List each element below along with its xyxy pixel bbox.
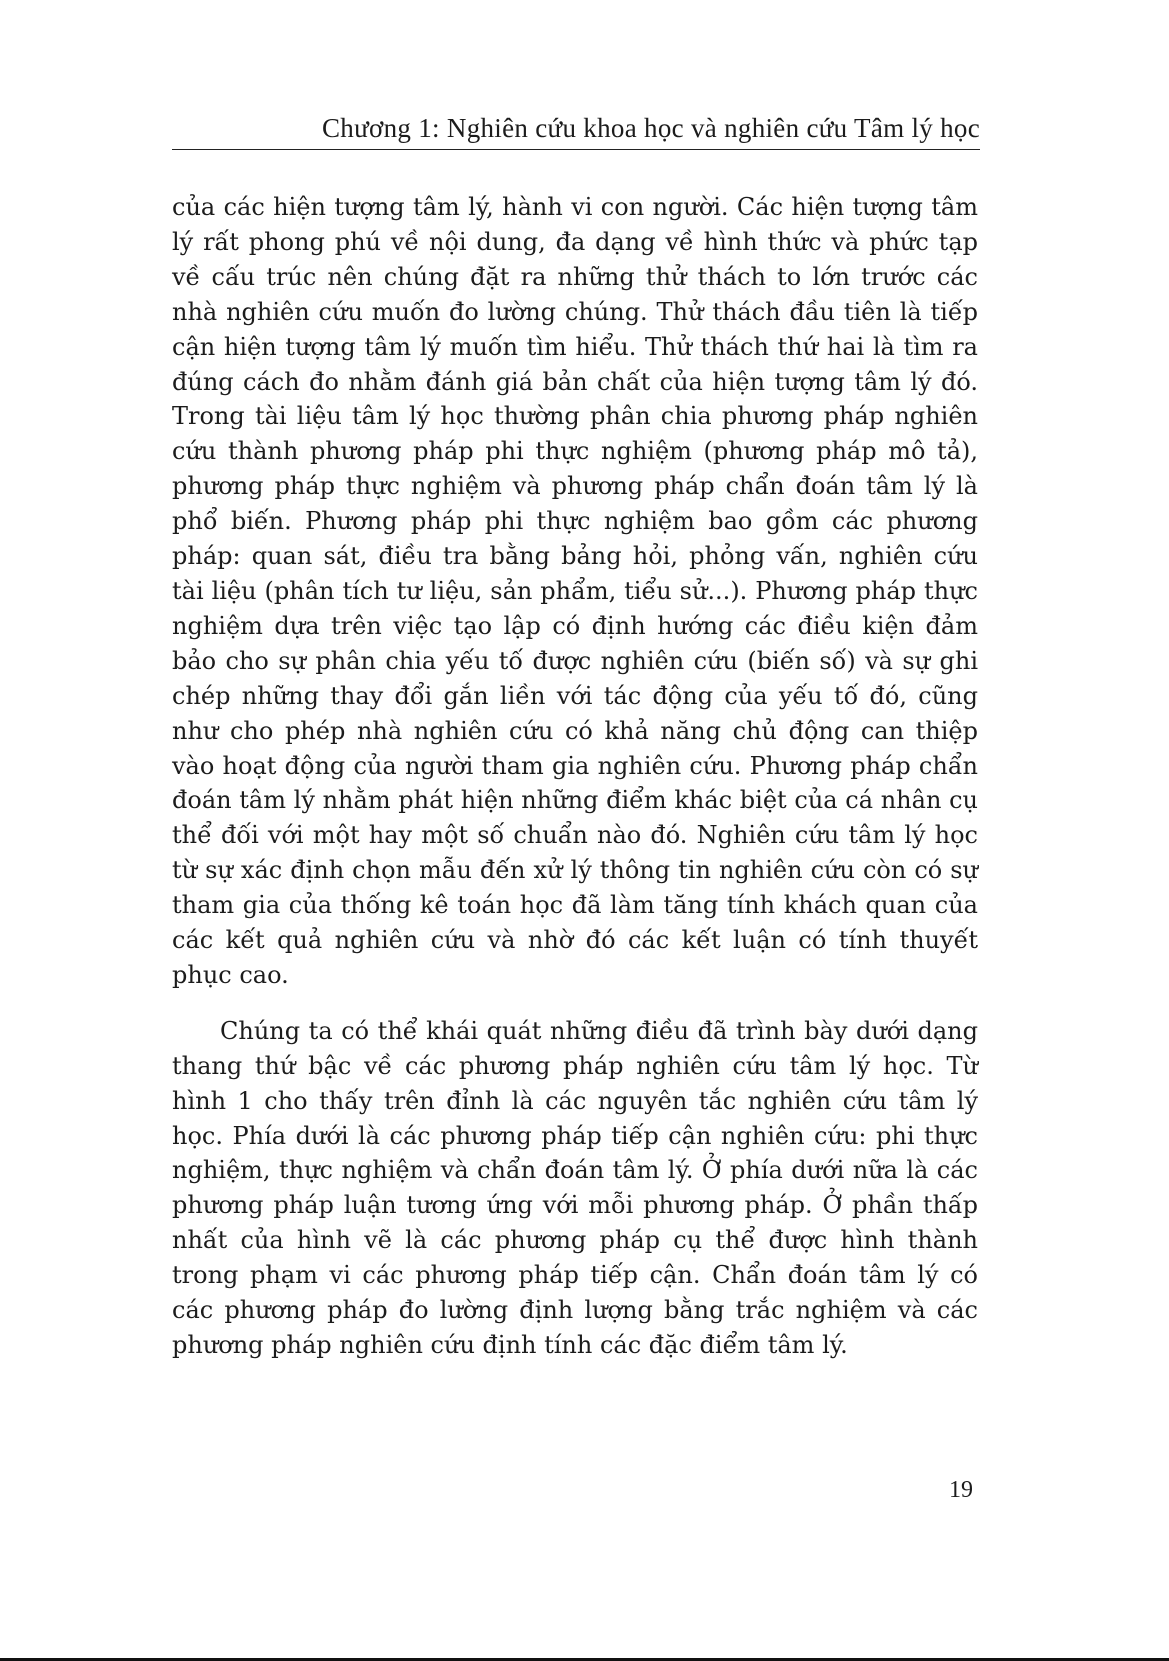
running-header bbox=[172, 100, 980, 150]
paragraph-1: của các hiện tượng tâm lý, hành vi con người. Các hiện tượng tâm lý rất phong phú về nội dung, đa dạng về hình thức và phức tạp về cấu trúc nên chúng đặt ra những thử thách to lớn trước các nhà nghiên cứu muốn đo lường chúng. Thử thách đầu tiên là tiếp cận hiện tượng tâm lý muốn tìm hiểu. Thử thách thứ hai là tìm ra đúng cách đo nhằm đánh giá bản chất của hiện tượng tâm lý đó. Trong tài liệu tâm lý học thường phân chia phương pháp nghiên cứu thành phương pháp phi thực nghiệm (phương pháp mô tả), phương pháp thực nghiệm và phương pháp chẩn đoán tâm lý là phổ biến. Phương pháp phi thực nghiệm bao gồm các phương pháp: quan sát, điều tra bằng bảng hỏi, phỏng vấn, nghiên cứu tài liệu (phân tích tư liệu, sản phẩm, tiểu sử...). Phương pháp thực nghiệm dựa trên việc tạo lập có định hướng các điều kiện đảm bảo cho sự phân chia yếu tố được nghiên cứu (biến số) và sự ghi chép những thay đổi gắn liền với tác động của yếu tố đó, cũng như cho phép nhà nghiên cứu có khả năng chủ động can thiệp vào hoạt động của người tham gia nghiên cứu. Phương pháp chẩn đoán tâm lý nhằm phát hiện những điểm khác biệt của cá nhân cụ thể đối với một hay một số chuẩn nào đó. Nghiên cứu tâm lý học từ sự xác định chọn mẫu đến xử lý thông tin nghiên cứu còn có sự tham gia của thống kê toán học đã làm tăng tính khách quan của các kết quả nghiên cứu và nhờ đó các kết luận có tính thuyết phục cao. bbox=[172, 193, 978, 989]
header-rule bbox=[172, 149, 980, 150]
page-number: 19 bbox=[949, 1477, 973, 1503]
page-body bbox=[172, 190, 978, 1363]
running-header-title: Chương 1: Nghiên cứu khoa học và nghiên cứu Tâm lý học bbox=[321, 113, 980, 143]
paragraph-2: Chúng ta có thể khái quát những điều đã trình bày dưới dạng thang thứ bậc về các phương pháp nghiên cứu tâm lý học. Từ hình 1 cho thấy trên đỉnh là các nguyên tắc nghiên cứu tâm lý học. Phía dưới là các phương pháp tiếp cận nghiên cứu: phi thực nghiệm, thực nghiệm và chẩn đoán tâm lý. Ở phía dưới nữa là các phương pháp luận tương ứng với mỗi phương pháp. Ở phần thấp nhất của hình vẽ là các phương pháp cụ thể được hình thành trong phạm vi các phương pháp tiếp cận. Chẩn đoán tâm lý có các phương pháp đo lường định lượng bằng trắc nghiệm và các phương pháp nghiên cứu định tính các đặc điểm tâm lý. bbox=[172, 1016, 978, 1359]
